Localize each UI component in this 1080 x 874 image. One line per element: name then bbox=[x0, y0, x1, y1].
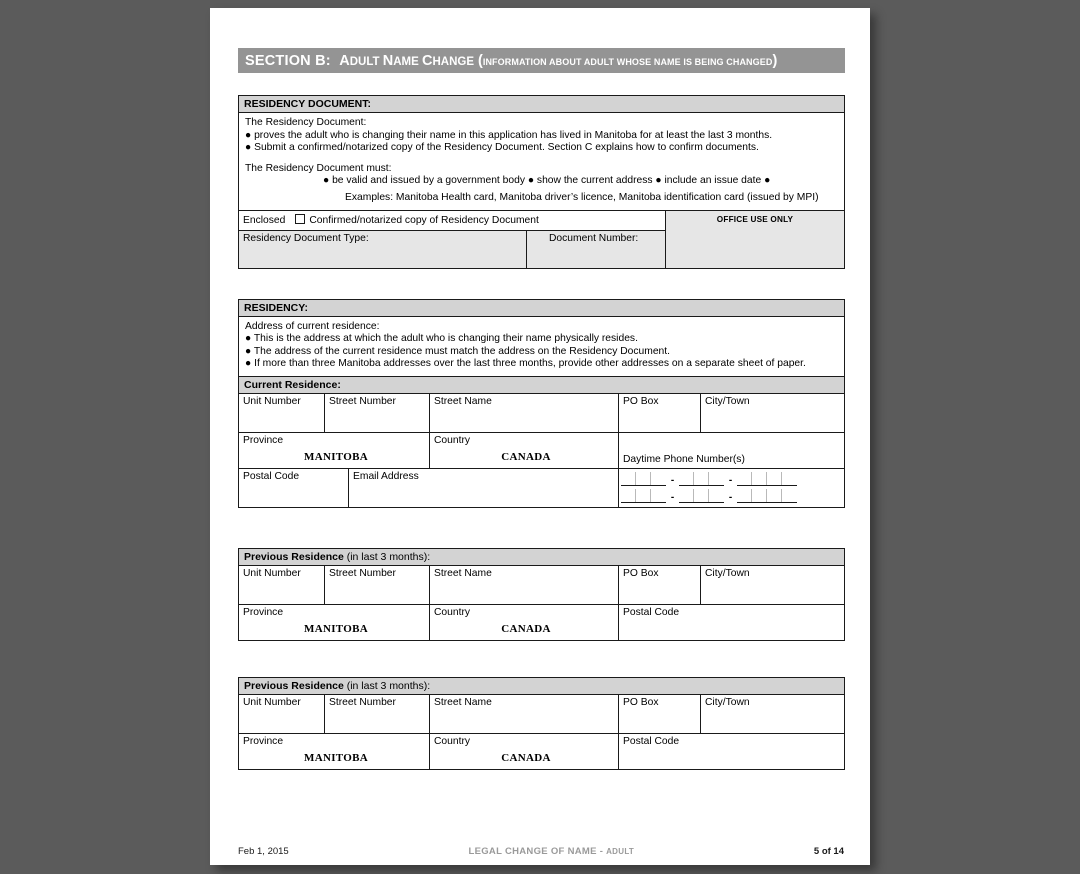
prev2-province-field bbox=[239, 733, 430, 769]
phone-2-dash-1: - bbox=[670, 491, 675, 503]
prev2-postal-code-label: Postal Code bbox=[623, 735, 680, 747]
current-po-box-label: PO Box bbox=[623, 395, 659, 407]
phone-1-line-number[interactable] bbox=[737, 472, 797, 486]
prev1-province-value: MANITOBA bbox=[304, 622, 368, 635]
prev2-unit-number-label: Unit Number bbox=[243, 696, 301, 708]
phone-1-dash-1: - bbox=[670, 474, 675, 486]
current-city-town-label: City/Town bbox=[705, 395, 750, 407]
section-b-paren-close: ) bbox=[772, 53, 778, 69]
enclosed-checkbox[interactable] bbox=[295, 214, 305, 224]
current-residence-block bbox=[238, 377, 845, 508]
previous-residence-1-heading-bold: Previous Residence bbox=[244, 550, 344, 563]
table-row bbox=[239, 695, 844, 733]
residency-bullet-3: ● If more than three Manitoba addresses over the last three months, provide other addresses on a separate sheet of paper. bbox=[245, 358, 806, 370]
prev2-province-value: MANITOBA bbox=[304, 751, 368, 764]
document-number-field[interactable] bbox=[527, 230, 666, 268]
residency-block bbox=[238, 299, 845, 377]
prev2-po-box-field[interactable] bbox=[619, 695, 701, 733]
prev1-street-name-field[interactable] bbox=[430, 566, 619, 604]
section-b-paren-open: ( bbox=[474, 53, 483, 69]
current-email-address-field[interactable] bbox=[349, 468, 619, 507]
phone-number-row-1[interactable] bbox=[621, 471, 842, 486]
office-use-only-label: OFFICE USE ONLY bbox=[716, 214, 794, 224]
prev2-country-value: CANADA bbox=[501, 751, 551, 764]
prev2-street-name-field[interactable] bbox=[430, 695, 619, 733]
table-row bbox=[239, 432, 844, 468]
current-country-field bbox=[430, 432, 619, 468]
previous-residence-2-heading-bold: Previous Residence bbox=[244, 679, 344, 692]
previous-residence-1-heading bbox=[239, 549, 844, 566]
prev1-city-town-field[interactable] bbox=[701, 566, 844, 604]
previous-residence-1-heading-normal: (in last 3 months): bbox=[343, 550, 431, 563]
current-unit-number-label: Unit Number bbox=[243, 395, 301, 407]
current-city-town-field[interactable] bbox=[701, 394, 844, 432]
previous-residence-2-block bbox=[238, 677, 845, 770]
document-page bbox=[210, 8, 870, 865]
prev2-street-number-field[interactable] bbox=[325, 695, 430, 733]
prev1-unit-number-label: Unit Number bbox=[243, 567, 301, 579]
residency-document-block bbox=[238, 95, 845, 269]
section-b-subtitle: INFORMATION ABOUT ADULT WHOSE NAME IS BEING CHANGED bbox=[482, 57, 773, 67]
prev2-province-label: Province bbox=[243, 735, 284, 747]
residency-body bbox=[239, 317, 844, 376]
document-number-label: Document Number: bbox=[549, 232, 639, 244]
prev2-postal-code-field[interactable] bbox=[619, 733, 844, 769]
section-b-title-ame: AME bbox=[393, 56, 422, 68]
enclosed-row bbox=[239, 211, 666, 230]
residency-document-type-field[interactable] bbox=[239, 230, 527, 268]
current-postal-code-field[interactable] bbox=[239, 468, 349, 507]
phone-2-dash-2: - bbox=[728, 491, 733, 503]
residency-document-examples: Examples: Manitoba Health card, Manitoba driver’s licence, Manitoba identification card (issued by MPI) bbox=[345, 191, 819, 203]
prev1-postal-code-label: Postal Code bbox=[623, 606, 680, 618]
footer-document-title bbox=[468, 846, 634, 857]
residency-document-type-label: Residency Document Type: bbox=[243, 232, 369, 244]
prev2-country-label: Country bbox=[434, 735, 471, 747]
current-province-value: MANITOBA bbox=[304, 450, 368, 463]
prev1-po-box-field[interactable] bbox=[619, 566, 701, 604]
current-street-number-label: Street Number bbox=[329, 395, 396, 407]
phone-2-prefix[interactable] bbox=[679, 489, 724, 503]
footer-title-main: LEGAL CHANGE OF NAME - bbox=[468, 846, 607, 857]
prev1-country-value: CANADA bbox=[501, 622, 551, 635]
phone-1-area-code[interactable] bbox=[621, 472, 666, 486]
table-row bbox=[239, 733, 844, 769]
current-unit-number-field[interactable] bbox=[239, 394, 325, 432]
phone-1-prefix[interactable] bbox=[679, 472, 724, 486]
prev2-street-number-label: Street Number bbox=[329, 696, 396, 708]
prev1-po-box-label: PO Box bbox=[623, 567, 659, 579]
current-daytime-phone-label-cell bbox=[619, 432, 844, 468]
section-b-title-hange: HANGE bbox=[432, 56, 474, 68]
residency-document-body bbox=[239, 113, 844, 210]
residency-document-must-heading: The Residency Document must: bbox=[245, 162, 392, 174]
table-row bbox=[239, 468, 844, 507]
footer-page-number: 5 of 14 bbox=[813, 846, 844, 857]
prev1-unit-number-field[interactable] bbox=[239, 566, 325, 604]
prev1-province-field bbox=[239, 604, 430, 640]
current-postal-code-label: Postal Code bbox=[243, 470, 300, 482]
prev2-street-name-label: Street Name bbox=[434, 696, 492, 708]
current-street-number-field[interactable] bbox=[325, 394, 430, 432]
previous-residence-2-heading-normal: (in last 3 months): bbox=[343, 679, 431, 692]
enclosed-label: Enclosed bbox=[243, 214, 286, 226]
prev2-unit-number-field[interactable] bbox=[239, 695, 325, 733]
residency-document-bullet-2: ● Submit a confirmed/notarized copy of the Residency Document. Section C explains how to confirm documents. bbox=[245, 142, 759, 154]
table-row bbox=[239, 566, 844, 604]
residency-intro: Address of current residence: bbox=[245, 320, 380, 332]
current-daytime-phone-label: Daytime Phone Number(s) bbox=[623, 453, 745, 465]
prev1-street-number-field[interactable] bbox=[325, 566, 430, 604]
previous-residence-2-heading bbox=[239, 678, 844, 695]
page-footer bbox=[238, 846, 844, 857]
current-residence-heading: Current Residence: bbox=[239, 377, 844, 394]
residency-bullet-1: ● This is the address at which the adult who is changing their name physically resides. bbox=[245, 333, 638, 345]
office-use-only-area bbox=[666, 211, 844, 268]
residency-document-bullet-1: ● proves the adult who is changing their name in this application has lived in Manitoba for at least the last 3 months. bbox=[245, 129, 773, 141]
previous-residence-1-block bbox=[238, 548, 845, 641]
phone-2-area-code[interactable] bbox=[621, 489, 666, 503]
prev1-street-name-label: Street Name bbox=[434, 567, 492, 579]
phone-1-dash-2: - bbox=[728, 474, 733, 486]
current-country-value: CANADA bbox=[501, 450, 551, 463]
current-email-address-label: Email Address bbox=[353, 470, 419, 482]
footer-date: Feb 1, 2015 bbox=[238, 846, 289, 857]
residency-bullet-2: ● The address of the current residence must match the address on the Residency Document. bbox=[245, 345, 670, 357]
prev1-street-number-label: Street Number bbox=[329, 567, 396, 579]
section-b-title-dult: DULT bbox=[349, 56, 383, 68]
section-b-title-c: C bbox=[421, 53, 433, 69]
prev1-country-label: Country bbox=[434, 606, 471, 618]
residency-heading: RESIDENCY: bbox=[239, 300, 844, 317]
table-row bbox=[239, 394, 844, 432]
prev1-postal-code-field[interactable] bbox=[619, 604, 844, 640]
section-b-header bbox=[238, 48, 845, 73]
page-content bbox=[238, 48, 845, 770]
residency-document-intro: The Residency Document: bbox=[245, 117, 367, 128]
current-street-name-field[interactable] bbox=[430, 394, 619, 432]
current-po-box-field[interactable] bbox=[619, 394, 701, 432]
prev2-city-town-field[interactable] bbox=[701, 695, 844, 733]
prev2-country-field bbox=[430, 733, 619, 769]
section-b-title-a: A bbox=[339, 53, 350, 69]
section-b-title-n: N bbox=[382, 53, 394, 69]
phone-2-line-number[interactable] bbox=[737, 489, 797, 503]
section-b-label: SECTION B: bbox=[245, 53, 331, 69]
current-street-name-label: Street Name bbox=[434, 395, 492, 407]
residency-document-heading: RESIDENCY DOCUMENT: bbox=[239, 96, 844, 113]
prev1-country-field bbox=[430, 604, 619, 640]
current-province-field bbox=[239, 432, 430, 468]
prev2-city-town-label: City/Town bbox=[705, 696, 750, 708]
enclosed-checkbox-label: Confirmed/notarized copy of Residency Document bbox=[309, 214, 539, 226]
prev2-po-box-label: PO Box bbox=[623, 696, 659, 708]
table-row bbox=[239, 604, 844, 640]
footer-title-adult: ADULT bbox=[606, 847, 635, 856]
prev1-city-town-label: City/Town bbox=[705, 567, 750, 579]
current-province-label: Province bbox=[243, 434, 284, 446]
residency-document-must-line: ● be valid and issued by a government body ● show the current address ● include an issue date ● bbox=[323, 175, 771, 187]
prev1-province-label: Province bbox=[243, 606, 284, 618]
current-daytime-phone-fields bbox=[619, 468, 844, 507]
phone-number-row-2[interactable] bbox=[621, 488, 842, 503]
current-country-label: Country bbox=[434, 434, 471, 446]
